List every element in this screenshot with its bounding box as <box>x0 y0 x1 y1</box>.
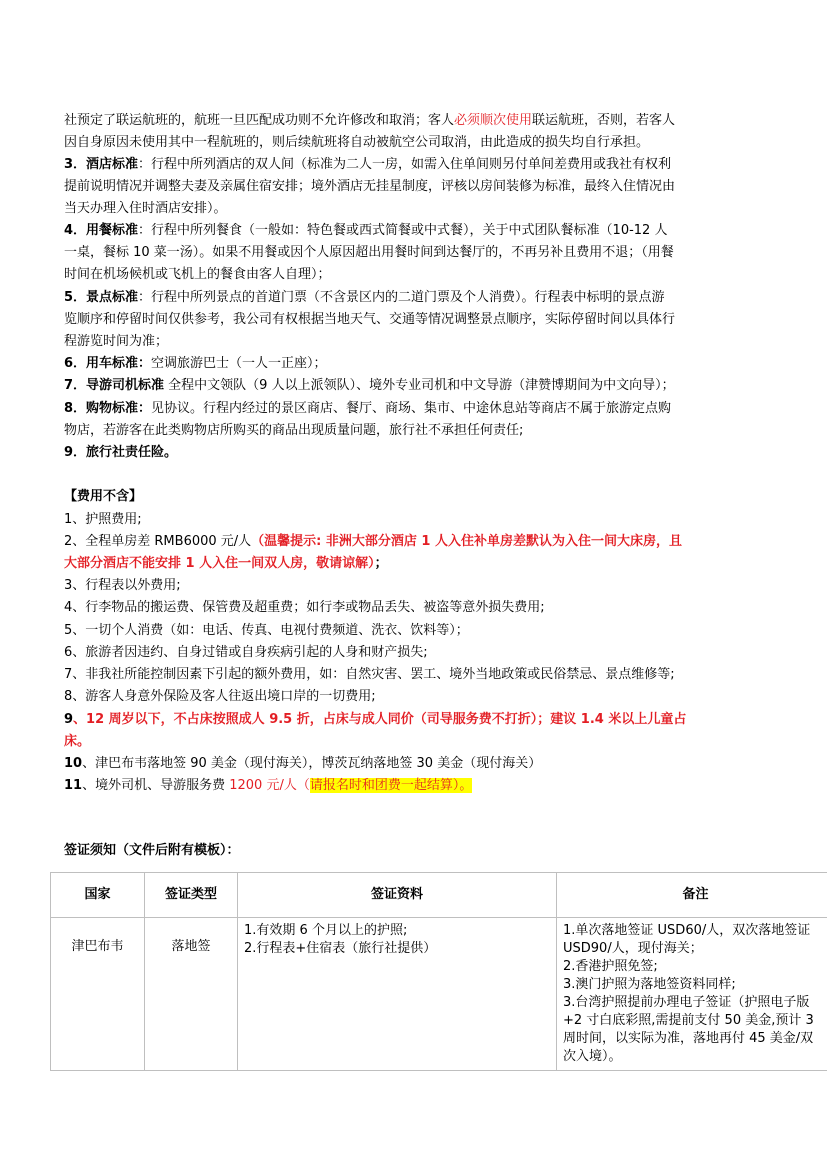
cell-country: 津巴布韦 <box>51 918 145 1071</box>
excluded-item: 8、游客人身意外保险及客人往返出境口岸的一切费用; <box>64 689 376 704</box>
note-line: 3.澳门护照为落地签资料同样; <box>563 977 736 992</box>
cell-documents <box>238 918 557 1071</box>
paragraph-line: 当天办理入住时酒店安排）。 <box>64 201 227 216</box>
paragraph-line: 程游览时间为准； <box>64 334 169 349</box>
doc-line: 1.有效期 6 个月以上的护照; <box>244 923 408 938</box>
paragraph-line: 物店，若游客在此类购物店所购买的商品出现质量问题，旅行社不承担任何责任; <box>64 423 524 438</box>
included-item-guide: 7．导游司机标准 全程中文领队（9 人以上派领队）、境外专业司机和中文导游（津赞博期间为中文向导）； <box>64 378 675 393</box>
paragraph-line: 社预定了联运航班的，航班一旦匹配成功则不允许修改和取消；客人必须顺次使用联运航班，否则，若客人 <box>64 113 676 128</box>
paragraph-line: 提前说明情况并调整夫妻及亲属住宿安排；境外酒店无挂星制度，评核以房间装修为标准，最终入住情况由 <box>64 179 676 194</box>
cell-notes <box>557 918 827 1071</box>
excluded-item: 5、一切个人消费（如：电话、传真、电视付费频道、洗衣、饮料等）； <box>64 623 469 638</box>
column-header: 签证资料 <box>238 873 557 918</box>
paragraph-line: 览顺序和停留时间仅供参考，我公司有权根据当地天气、交通等情况调整景点顺序，实际停留时间以具体行 <box>64 312 676 327</box>
note-line: 2.香港护照免签; <box>563 959 658 974</box>
excluded-item-single-room: 2、全程单房差 RMB6000 元/人（温馨提示: 非洲大部分酒店 1 人入住补单房差默认为入住一间大床房，且 <box>64 534 682 549</box>
paragraph-line: 一桌，餐标 10 菜一汤）。如果不用餐或因个人原因超出用餐时间到达餐厅的，不再另补且费用不退；（用餐 <box>64 245 674 260</box>
excluded-item: 4、行李物品的搬运费、保管费及超重费；如行李或物品丢失、被盗等意外损失费用; <box>64 600 545 615</box>
table-header-row <box>51 873 827 918</box>
excluded-section-title: 【费用不含】 <box>64 489 143 504</box>
table-row <box>51 918 827 1071</box>
included-item-insurance: 9．旅行社责任险。 <box>64 445 178 460</box>
excluded-item: 6、旅游者因违约、自身过错或自身疾病引起的人身和财产损失; <box>64 645 428 660</box>
excluded-item-service-fee: 11、境外司机、导游服务费 1200 元/人（请报名时和团费一起结算）。 <box>64 778 473 793</box>
included-item-hotel: 3．酒店标准：行程中所列酒店的双人间（标准为二人一房，如需入住单间则另付单间差费用或我社有权利 <box>64 157 672 172</box>
included-item-attractions: 5．景点标准：行程中所列景点的首道门票（不含景区内的二道门票及个人消费）。行程表中标明的景点游 <box>64 290 665 305</box>
note-line: 周时间，以实际为准，落地再付 45 美金/双 <box>563 1031 814 1046</box>
included-item-meals: 4．用餐标准：行程中所列餐食（一般如：特色餐或西式简餐或中式餐），关于中式团队餐标准（10-12 人 <box>64 223 668 238</box>
note-line: 次入境）。 <box>563 1049 622 1064</box>
note-line: +2 寸白底彩照,需提前支付 50 美金,预计 3 <box>563 1013 814 1028</box>
excluded-item-visa-fee: 10、津巴布韦落地签 90 美金（现付海关），博茨瓦纳落地签 30 美金（现付海关） <box>64 756 542 771</box>
excluded-item: 7、非我社所能控制因素下引起的额外费用，如：自然灾害、罢工、境外当地政策或民俗禁忌、景点维修等; <box>64 667 675 682</box>
column-header: 国家 <box>51 873 145 918</box>
doc-line: 2.行程表+住宿表（旅行社提供） <box>244 941 437 956</box>
column-header: 签证类型 <box>145 873 238 918</box>
excluded-item: 1、护照费用; <box>64 512 142 527</box>
visa-section-title: 签证须知（文件后附有模板）： <box>64 843 240 858</box>
note-line: 3.台湾护照提前办理电子签证（护照电子版 <box>563 995 810 1010</box>
paragraph-line: 大部分酒店不能安排 1 人入住一间双人房，敬请谅解）； <box>64 556 388 571</box>
included-item-vehicle: 6．用车标准：空调旅游巴士（一人一正座）； <box>64 356 327 371</box>
visa-table <box>50 872 827 1071</box>
paragraph-line: 床。 <box>64 734 91 749</box>
column-header: 备注 <box>557 873 827 918</box>
paragraph-line: 时间在机场候机或飞机上的餐食由客人自理）； <box>64 267 331 282</box>
included-item-shopping: 8．购物标准：见协议。行程内经过的景区商店、餐厅、商场、集市、中途休息站等商店不属于旅游定点购 <box>64 401 672 416</box>
note-line: 1.单次落地签证 USD60/人，双次落地签证 <box>563 923 811 938</box>
excluded-item-children: 9、12 周岁以下，不占床按照成人 9.5 折，占床与成人同价（司导服务费不打折）；建议 1.4 米以上儿童占 <box>64 712 687 727</box>
excluded-item: 3、行程表以外费用; <box>64 578 181 593</box>
cell-visa-type: 落地签 <box>145 918 238 1071</box>
note-line: USD90/人，现付海关； <box>563 941 703 956</box>
paragraph-line: 因自身原因未使用其中一程航班的，则后续航班将自动被航空公司取消，由此造成的损失均自行承担。 <box>64 135 650 150</box>
